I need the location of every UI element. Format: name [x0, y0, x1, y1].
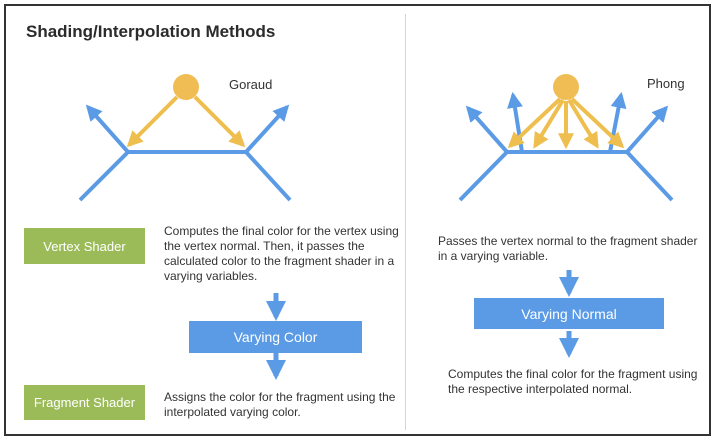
phong-vertex-description: Passes the vertex normal to the fragment shader in a varying variable. [438, 234, 698, 263]
phong-illustration [460, 74, 672, 200]
gouraud-light-source [173, 74, 199, 100]
phong-surface [460, 152, 672, 200]
gouraud-fragment-description: Assigns the color for the fragment using the interpolated varying color. [164, 390, 396, 419]
vertex-shader-box: Vertex Shader [24, 228, 145, 264]
phong-fragment-description: Computes the final color for the fragment using the respective interpolated normal. [448, 367, 698, 396]
gouraud-normal-right-arrow [246, 107, 287, 152]
gouraud-illustration [80, 74, 290, 200]
gouraud-normal-left-arrow [88, 107, 128, 152]
fragment-shader-box: Fragment Shader [24, 385, 145, 420]
phong-normal-arrow-1 [468, 108, 507, 152]
phong-method-label: Phong [647, 76, 685, 91]
figure-title: Shading/Interpolation Methods [26, 22, 276, 41]
gouraud-method-label: Goraud [229, 77, 273, 92]
varying-color-box: Varying Color [189, 321, 362, 353]
varying-normal-box: Varying Normal [474, 298, 664, 329]
phong-normal-arrow-4 [627, 108, 666, 152]
gouraud-surface [80, 152, 290, 200]
gouraud-vertex-description: Computes the final color for the vertex using the vertex normal. Then, it passes the calculated color to the fragment shader in a varying variables. [164, 224, 399, 283]
gouraud-light-ray-right [195, 97, 243, 145]
gouraud-light-ray-left [129, 97, 177, 145]
phong-light-source [553, 74, 579, 100]
